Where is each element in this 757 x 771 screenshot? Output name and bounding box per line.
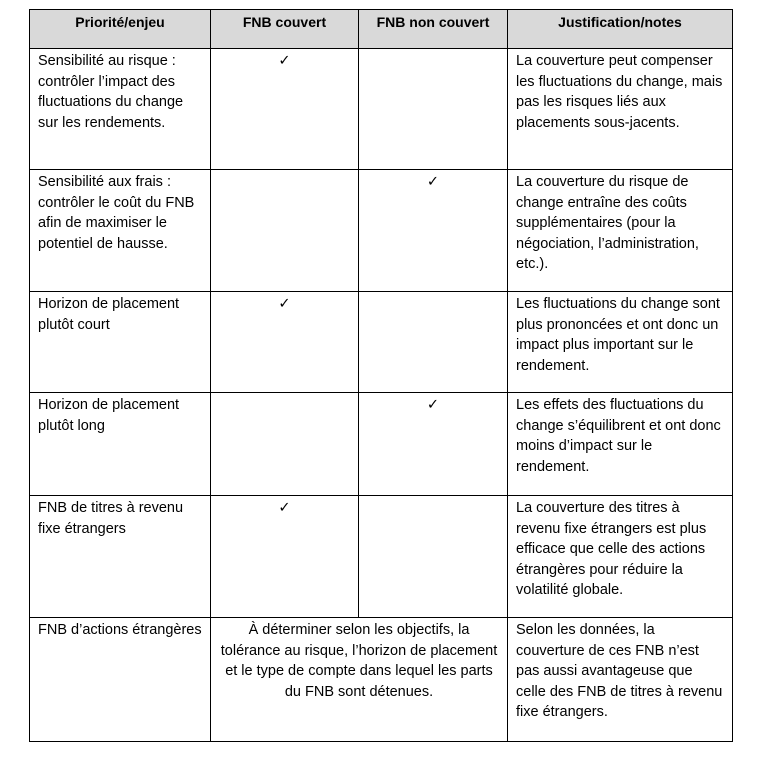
header-notes: Justification/notes (508, 10, 733, 49)
checkmark-icon: ✓ (278, 296, 291, 312)
notes-cell: La couverture du risque de change entraîne des coûts supplémentaires (pour la négociation, l’administration, etc.). (508, 170, 733, 292)
checkmark-icon: ✓ (278, 500, 291, 516)
header-priority: Priorité/enjeu (30, 10, 211, 49)
checkmark-icon: ✓ (426, 397, 440, 413)
notes-cell: Selon les données, la couverture de ces FNB n’est pas aussi avantageuse que celle des FNB de titres à revenu fixe étrangers. (508, 618, 733, 742)
checkmark-icon: ✓ (426, 174, 440, 190)
table-row (30, 49, 733, 170)
comparison-table (29, 9, 733, 742)
checkmark-icon: ✓ (278, 53, 291, 69)
table-row (30, 618, 733, 742)
covered-cell (211, 292, 359, 393)
covered-cell (211, 170, 359, 292)
table-row (30, 496, 733, 618)
priority-cell: Horizon de placement plutôt court (30, 292, 211, 393)
notes-cell: La couverture peut compenser les fluctuations du change, mais pas les risques liés aux placements sous-jacents. (508, 49, 733, 170)
table-row (30, 393, 733, 496)
priority-cell: FNB de titres à revenu fixe étrangers (30, 496, 211, 618)
notes-cell: Les fluctuations du change sont plus prononcées et ont donc un impact plus important sur le rendement. (508, 292, 733, 393)
header-covered: FNB couvert (211, 10, 359, 49)
priority-cell: Sensibilité au risque : contrôler l’impact des fluctuations du change sur les rendements. (30, 49, 211, 170)
not-covered-cell (359, 170, 508, 292)
header-not-covered: FNB non couvert (359, 10, 508, 49)
not-covered-cell (359, 49, 508, 170)
table-row (30, 170, 733, 292)
header-row (30, 10, 733, 49)
priority-cell: Horizon de placement plutôt long (30, 393, 211, 496)
not-covered-cell (359, 393, 508, 496)
covered-cell (211, 49, 359, 170)
notes-cell: Les effets des fluctuations du change s’équilibrent et ont donc moins d’impact sur le rendement. (508, 393, 733, 496)
not-covered-cell (359, 292, 508, 393)
notes-cell: La couverture des titres à revenu fixe étrangers est plus efficace que celle des actions étrangères pour réduire la volatilité globale. (508, 496, 733, 618)
merged-coverage-cell: À déterminer selon les objectifs, la tolérance au risque, l’horizon de placement et le type de compte dans lequel les parts du FNB sont détenues. (211, 618, 508, 742)
covered-cell (211, 496, 359, 618)
priority-cell: Sensibilité aux frais : contrôler le coût du FNB afin de maximiser le potentiel de hausse. (30, 170, 211, 292)
not-covered-cell (359, 496, 508, 618)
table-row (30, 292, 733, 393)
covered-cell (211, 393, 359, 496)
priority-cell: FNB d’actions étrangères (30, 618, 211, 742)
